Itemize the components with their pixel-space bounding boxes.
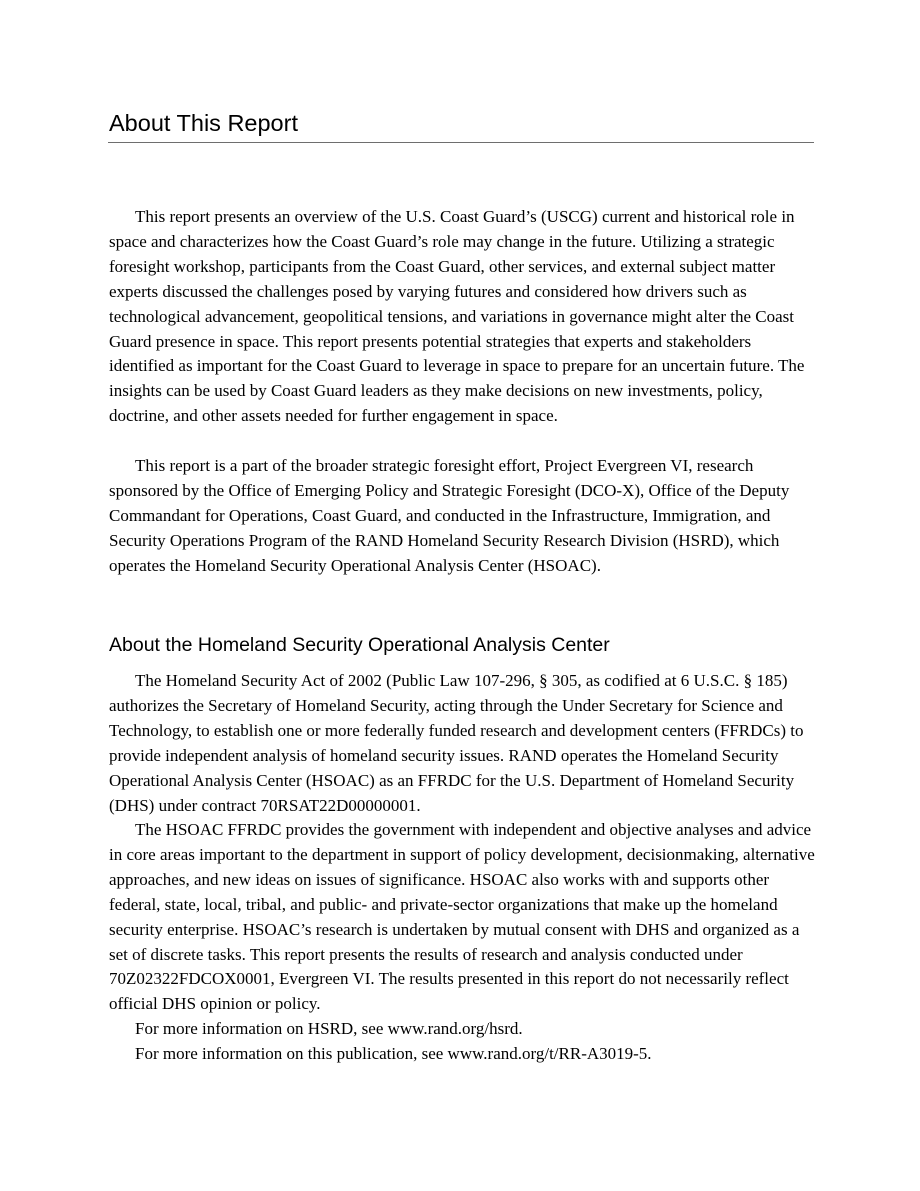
hsoac-section-heading: About the Homeland Security Operational Analysis Center <box>109 634 610 656</box>
hsoac-paragraph-2: The HSOAC FFRDC provides the government with independent and objective analyses and advice in core areas important to the department in support of policy development, decisionmaking, alternative approaches, and new ideas on issues of significance. HSOAC also works with and supports other federal, state, local, tribal, and public- and private-sector organizations that make up the homeland security enterprise. HSOAC’s research is undertaken by mutual consent with DHS and organized as a set of discrete tasks. This report presents the results of research and analysis conducted under 70Z02322FDCOX0001, Evergreen VI. The results presented in this report do not necessarily reflect official DHS opinion or policy. <box>109 820 815 1014</box>
about-report-paragraph-1: This report presents an overview of the U.S. Coast Guard’s (USCG) current and historical role in space and characterizes how the Coast Guard’s role may change in the future. Utilizing a strategic foresight workshop, participants from the Coast Guard, other services, and external subject matter experts discussed the challenges posed by varying futures and considered how drivers such as technological advancement, geopolitical tensions, and variations in governance might alter the Coast Guard presence in space. This report presents potential strategies that experts and stakeholders identified as important for the Coast Guard to leverage in space to prepare for an uncertain future. The insights can be used by Coast Guard leaders as they make decisions on new investments, policy, doctrine, and other assets needed for further engagement in space. <box>109 207 805 426</box>
publication-info-line: For more information on this publication, see www.rand.org/t/RR-A3019-5. <box>135 1044 652 1063</box>
hsrd-info-line: For more information on HSRD, see www.rand.org/hsrd. <box>135 1019 523 1038</box>
hsoac-paragraph-1: The Homeland Security Act of 2002 (Public Law 107-296, § 305, as codified at 6 U.S.C. § 185) authorizes the Secretary of Homeland Security, acting through the Under Secretary for Science and Technology, to establish one or more federally funded research and development centers (FFRDCs) to provide independent analysis of homeland security issues. RAND operates the Homeland Security Operational Analysis Center (HSOAC) as an FFRDC for the U.S. Department of Homeland Security (DHS) under contract 70RSAT22D00000001. <box>109 671 804 815</box>
title-divider <box>108 142 814 143</box>
page-title: About This Report <box>109 110 298 136</box>
about-report-paragraph-2: This report is a part of the broader strategic foresight effort, Project Evergreen VI, research sponsored by the Office of Emerging Policy and Strategic Foresight (DCO-X), Office of the Deputy Commandant for Operations, Coast Guard, and conducted in the Infrastructure, Immigration, and Security Operations Program of the RAND Homeland Security Research Division (HSRD), which operates the Homeland Security Operational Analysis Center (HSOAC). <box>109 456 790 575</box>
